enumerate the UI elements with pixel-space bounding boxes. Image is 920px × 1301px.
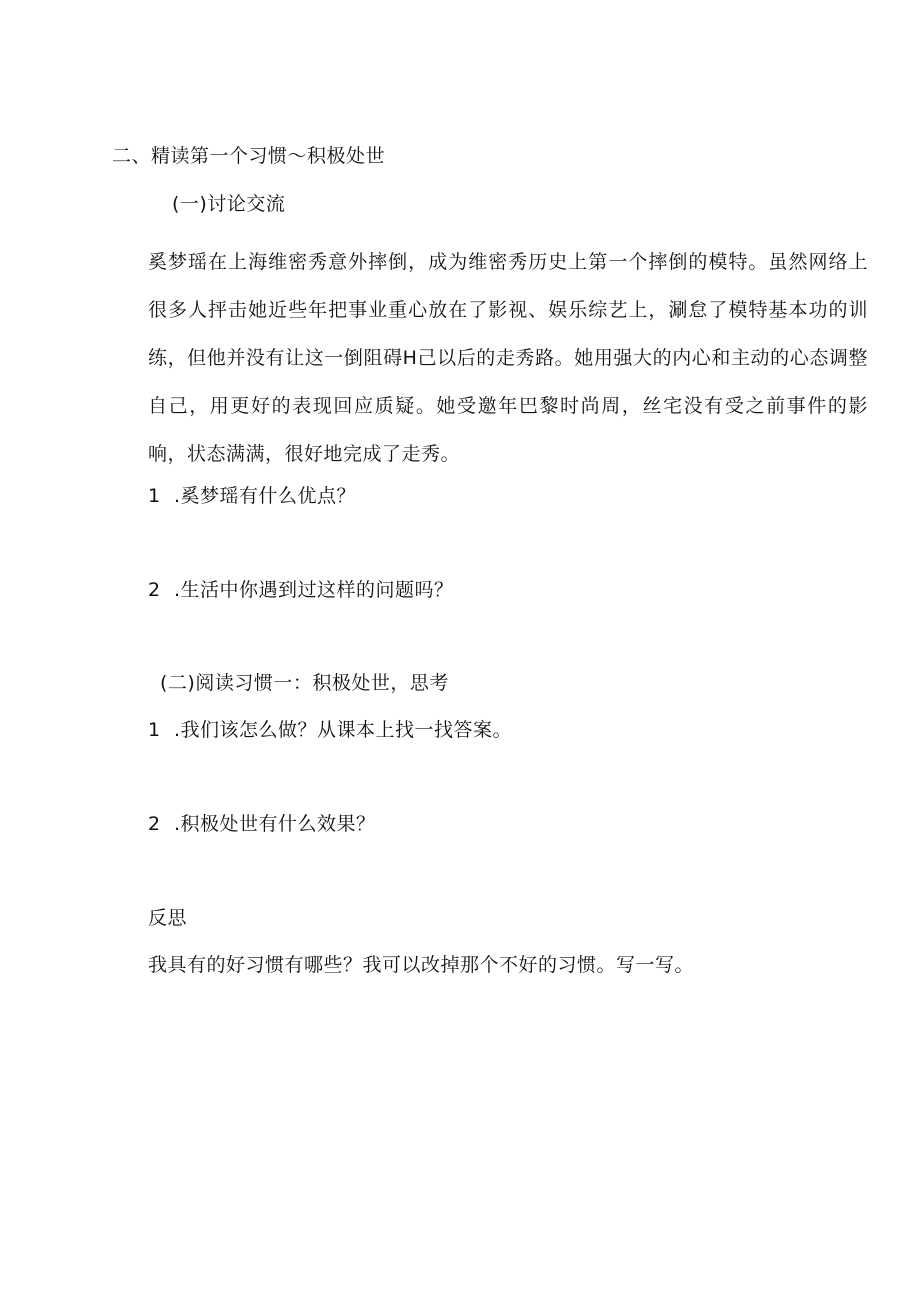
section-heading: 二、精读第一个习惯～积极处世 xyxy=(112,145,386,167)
question-text: .我们该怎么做？从课本上找一找答案。 xyxy=(174,719,513,741)
question-number: 2 xyxy=(148,579,161,601)
sub1-paragraph: 奚梦瑶在上海维密秀意外摔倒，成为维密秀历史上第一个摔倒的模特。虽然网络上很多人抨击她近些年把事业重心放在了影视、娱乐综艺上，涮怠了模特基本功的训练，但他并没有让这一倒阻碍H己以后的走秀路。她用强大的内心和主动的心态调整自己，用更好的表现回应质疑。她受邀年巴黎时尚周，丝宅没有受之前事件的影响，状态满满，很好地完成了走秀。 xyxy=(148,251,868,465)
sub1-heading: (一)讨论交流 xyxy=(172,193,286,215)
question-text: .生活中你遇到过这样的问题吗？ xyxy=(174,579,454,601)
sub2-question-2 xyxy=(148,811,376,837)
sub2-question-1 xyxy=(148,717,512,743)
sub1-question-1 xyxy=(148,483,356,509)
question-number: 1 xyxy=(148,719,161,741)
sub1-question-2 xyxy=(148,577,454,603)
reflection-text: 我具有的好习惯有哪些？我可以改掉那个不好的习惯。写一写。 xyxy=(148,954,695,976)
question-number: 1 xyxy=(148,485,161,507)
reflection-heading: 反思 xyxy=(148,907,188,929)
sub2-heading: (二)阅读习惯一：积极处世，思考 xyxy=(160,672,449,694)
question-text: .积极处世有什么效果？ xyxy=(174,813,376,835)
question-number: 2 xyxy=(148,813,161,835)
question-text: .奚梦瑶有什么优点？ xyxy=(174,485,357,507)
